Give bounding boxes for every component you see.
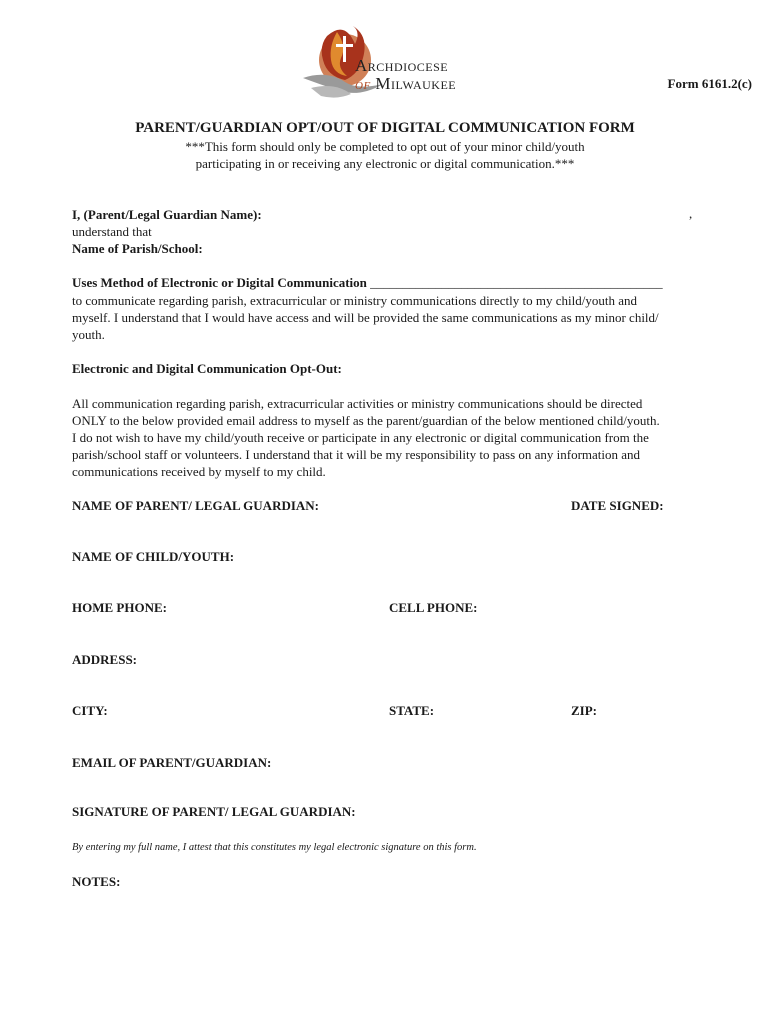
optout-paragraph xyxy=(72,395,702,480)
signature-label: SIGNATURE OF PARENT/ LEGAL GUARDIAN: xyxy=(72,804,356,819)
cell-phone-label: CELL PHONE: xyxy=(389,600,478,615)
understand-text: understand that xyxy=(72,224,152,239)
logo-line-archdiocese: Archdiocese xyxy=(355,56,449,75)
method-paragraph-line: youth. xyxy=(72,327,105,342)
home-phone-label: HOME PHONE: xyxy=(72,600,167,615)
form-title: PARENT/GUARDIAN OPT/OUT OF DIGITAL COMMUNICATION FORM xyxy=(135,120,635,136)
child-name-label: NAME OF CHILD/YOUTH: xyxy=(72,549,235,564)
optout-paragraph-line: parish/school staff or volunteers. I understand that it will be my responsibility to pass on any information and xyxy=(72,447,641,462)
state-label: STATE: xyxy=(389,703,435,718)
method-line xyxy=(72,275,663,291)
date-signed-label: DATE SIGNED: xyxy=(571,498,664,513)
subtitle-line-1: ***This form should only be completed to opt out of your minor child/youth xyxy=(185,139,585,154)
logo-of: of xyxy=(355,76,371,93)
guardian-name-label: I, (Parent/Legal Guardian Name): xyxy=(72,207,262,222)
method-label: Uses Method of Electronic or Digital Communication xyxy=(72,275,367,290)
optout-paragraph-line: I do not wish to have my child/youth receive or participate in any electronic or digital communication from the xyxy=(72,430,649,445)
email-label: EMAIL OF PARENT/GUARDIAN: xyxy=(72,755,272,770)
guardian-name-comma: , xyxy=(689,206,693,221)
optout-paragraph-line: All communication regarding parish, extracurricular activities or ministry communications should be directed xyxy=(72,396,643,411)
method-paragraph xyxy=(72,292,702,343)
parish-school-label: Name of Parish/School: xyxy=(72,241,203,256)
logo-line-milwaukee xyxy=(355,75,456,93)
notes-label: NOTES: xyxy=(72,874,121,889)
method-paragraph-line: to communicate regarding parish, extracurricular or ministry communications directly to my child/youth and xyxy=(72,293,637,308)
parent-name-label: NAME OF PARENT/ LEGAL GUARDIAN: xyxy=(72,498,320,513)
optout-paragraph-line: ONLY to the below provided email address to myself as the parent/guardian of the below mentioned child/youth. xyxy=(72,413,660,428)
zip-label: ZIP: xyxy=(571,703,597,718)
address-label: ADDRESS: xyxy=(72,652,138,667)
signature-note: By entering my full name, I attest that this constitutes my legal electronic signature on this form. xyxy=(72,842,477,853)
method-paragraph-line: myself. I understand that I would have access and will be provided the same communications as my minor child/ xyxy=(72,310,659,325)
city-label: CITY: xyxy=(72,703,108,718)
optout-paragraph-line: communications received by myself to my child. xyxy=(72,464,326,479)
form-number: Form 6161.2(c) xyxy=(667,76,752,91)
subtitle-line-2: participating in or receiving any electronic or digital communication.*** xyxy=(195,156,575,171)
logo-milwaukee: Milwaukee xyxy=(375,74,457,93)
method-blank: _____________________________________________ xyxy=(370,275,663,290)
optout-heading: Electronic and Digital Communication Opt-Out: xyxy=(72,361,342,376)
logo-wordmark xyxy=(355,57,456,93)
